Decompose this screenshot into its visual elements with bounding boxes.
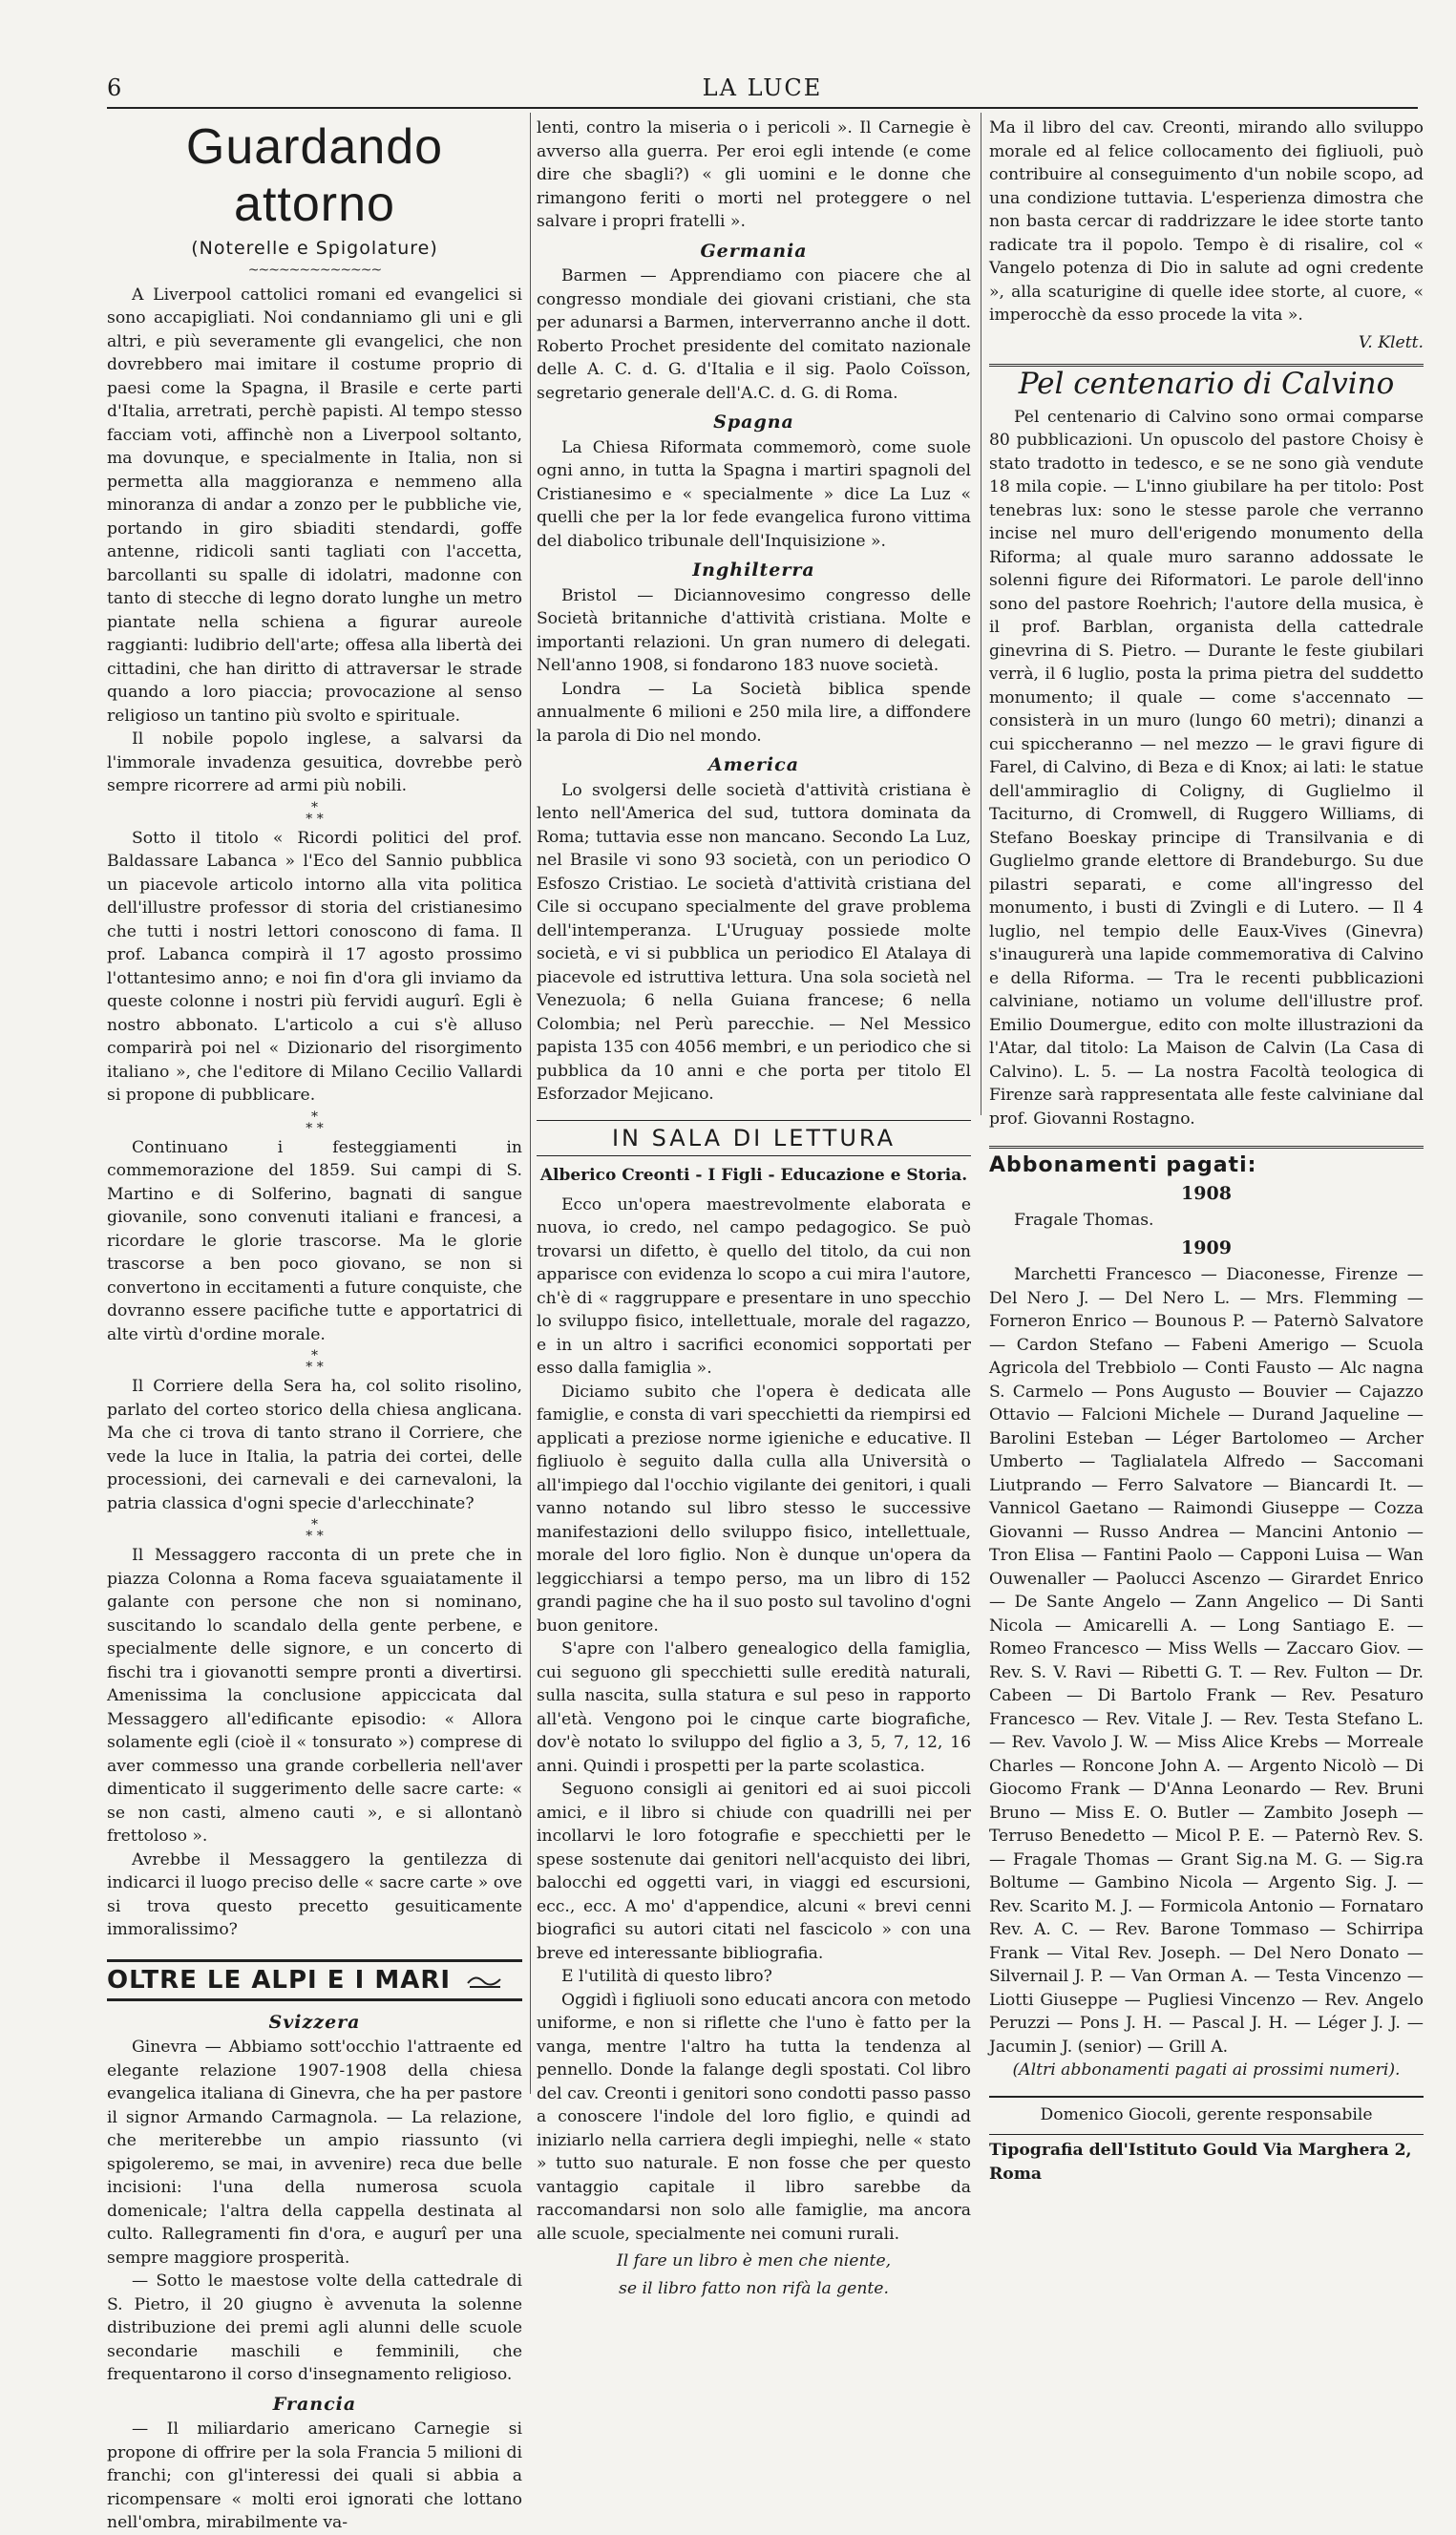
paragraph: Continuano i festeggiamenti in commemorazione del 1859. Sui campi di S. Martino e di Solferino, bagnati di sangue giovanile, sono convenuti italiani e francesi, a ricordare le glorie trascorse. Ma le glorie trascorse a ben poco giovano, se non si convertono in eccitamenti a future conquiste, che dovranno essere pacifiche tutte e apportatrici di alte virtù d'ordine morale. [107,1137,522,1344]
quote-line: se il libro fatto non rifà la gente. [619,2278,889,2298]
year-heading: 1908 [1181,1182,1232,1204]
paragraph: Ma il libro del cav. Creonti, mirando allo sviluppo morale ed al felice collocamento dei figliuoli, può contribuire al conseguimento d'un nobile scopo, ad una condizione tuttavia. L'esperienza dimostra che non basta cercar di raddrizzare le idee storte tanto radicate tra il popolo. Tempo è di risalire, col « Vangelo potenza di Dio in salute ad ogni credente », alla scaturigine di quelle idee storte, al cuore, « imperocchè da esso procede la vita ». [989,118,1424,325]
name-list: Fragale Thomas. [1014,1211,1154,1230]
asterism: * * * [306,1109,324,1136]
column-3 [989,116,1424,2186]
paragraph: Il nobile popolo inglese, a salvarsi da l'immorale invadenza gesuitica, dovrebbe però sempre ricorrere ad armi più nobili. [107,729,522,795]
paragraph: lenti, contro la miseria o i pericoli ». Il Carnegie è avverso alla guerra. Per eroi egli intende (e come dire che sbagli?) « gli uomini e le donne che rimangono feriti o morti nel proteggere o nel salvare i propri fratelli ». [537,118,971,231]
paragraph: — Sotto le maestose volte della cattedrale di S. Pietro, il 20 giugno è avvenuta la solenne distribuzione dei premi agli alunni delle scuole secondarie maschili e femminili, che frequentarono il corso d'insegnamento religioso. [107,2271,522,2384]
paragraph: Ginevra — Abbiamo sott'occhio l'attraente ed elegante relazione 1907-1908 della chiesa evangelica italiana di Ginevra, che ha per pastore il signor Armando Carmagnola. — La relazione, che meriterebbe un ampio riassunto (vi spigoleremo, se mai, in avvenire) reca due belle incisioni: l'una della numerosa scuola domenicale; l'altra della cappella destinata al culto. Rallegramenti fin d'ora, e augurî per una sempre maggiore prosperità. [107,2038,522,2268]
paragraph: — Il miliardario americano Carnegie si propone di offrire per la sola Francia 5 milioni di franchi; con gl'interessi dei quali si abbia a ricompensare « molti eroi ignorati che lottano nell'ombra, mirabilmente va- [107,2419,522,2532]
paragraph: Sotto il titolo « Ricordi politici del prof. Baldassare Labanca » l'Eco del Sannio pubblica un piacevole articolo intorno alla vita politica dell'illustre professor di storia del cristianesimo che tutti i nostri lettori conoscono di fama. Il prof. Labanca compirà il 17 agosto prossimo l'ottantesimo anno; e noi fin d'ora gli inviamo da queste colonne i nostri più fervidi augurî. Egli è nostro abbonato. L'articolo a cui s'è alluso comparirà poi nel « Dizionario del risorgimento italiano », che l'editore di Milano Cecilio Vallardi si propone di pubblicare. [107,828,522,1105]
header-rule [107,107,1418,109]
paragraph: Barmen — Apprendiamo con piacere che al congresso mondiale dei giovani cristiani, che sta per adunarsi a Barmen, interverranno anche il dott. Roberto Prochet presidente del comitato nazionale delle A. C. d. G. d'Italia e il sig. Paolo Coïsson, segretario generale dell'A.C. d. G. di Roma. [537,266,971,403]
paragraph: S'apre con l'albero genealogico della famiglia, cui seguono gli specchietti sulle eredità naturali, sulla nascita, sulla statura e sul peso in rapporto all'età. Vengono poi le cinque carte biografiche, dov'è notato lo sviluppo del figlio a 3, 5, 7, 12, 16 anni. Quindi i prospetti per la parte scolastica. [537,1639,971,1776]
ornament-squiggle: ~~~~~~~~~~~~~ [247,262,382,278]
note: (Altri abbonamenti pagati ai prossimi numeri). [1012,2060,1401,2080]
author-signature: V. Klett. [1358,332,1424,352]
article-title: Pel centenario di Calvino [989,364,1424,396]
paragraph: Diciamo subito che l'opera è dedicata alle famiglie, e consta di vari specchietti da riempirsi ed applicati a preziose norme igieniche e educative. Il figliuolo è seguito dalla culla alla Università o all'impiego dal l'occhio vigilante dei genitori, i quali vanno notando sul libro stesso le successive manifestazioni dello sviluppo fisico, intellettuale, morale del loro figlio. Non è dunque un'opera da leggicchiarsi a tempo perso, ma un libro di 152 grandi pagine che ha il suo posto sul tavolino d'ogni buon genitore. [537,1382,971,1636]
paragraph: Seguono consigli ai genitori ed ai suoi piccoli amici, e il libro si chiude con quadrilli nei per incollarvi le loro fotografie e specchietti per le spese sostenute dai genitori nell'acquisto dei libri, balocchi ed oggetti vari, in viaggi ed escursioni, ecc., ecc. A mo' d'appendice, alcuni « brevi cenni biografici su autori citati nel fascicolo » con una breve ed interessante bibliografia. [537,1780,971,1963]
country-heading: Germania [700,240,808,262]
asterism: * * * [306,1348,324,1375]
country-heading: Inghilterra [692,560,815,581]
section-title-text: OLTRE LE ALPI E I MARI [107,1965,452,1995]
page-number: 6 [107,74,122,101]
asterism: * * * [306,799,324,827]
paragraph: Pel centenario di Calvino sono ormai comparse 80 pubblicazioni. Un opuscolo del pastore Choisy è stato tradotto in tedesco, e se ne sono già vendute 18 mila copie. — L'inno giubilare ha per titolo: Post tenebras lux: sono le stesse parole che verranno incise nel muro dell'erigendo monumento della Riforma; al quale muro saranno addossate le solenni figure dei Riformatori. Le parole dell'inno sono del pastore Roehrich; l'autore della musica, è il prof. Barblan, organista della cattedrale ginevrina di S. Pietro. — Durante le feste giubilari verrà, il 6 luglio, posta la prima pietra del suddetto monumento; il quale — come s'accennato — consisterà in un muro (lungo 60 metri); dinanzi a cui spiccheranno — nel mezzo — le gravi figure di Farel, di Calvino, di Beza e di Knox; ai lati: le statue dell'ammiraglio di Coligny, di Guglielmo il Taciturno, di Cromwell, di Ruggero Williams, di Stefano Boeskay principe di Transilvania e di Guglielmo grande elettore di Brandeburgo. Su due pilastri separati, e come all'ingresso del monumento, i busti di Zvingli e di Lutero. — Il 4 luglio, nel tempio delle Eaux-Vives (Ginevra) s'inaugurerà una lapide commemorativa di Calvino e della Riforma. — Tra le recenti pubblicazioni calviniane, notiamo un volume dell'illustre prof. Emilio Doumergue, edito con molte illustrazioni da l'Atar, dal titolo: La Maison de Calvin (La Casa di Calvino). L. 5. — La nostra Facoltà teologica di Firenze sarà rappresentata alle feste calviniane dal prof. Giovanni Rostagno. [989,407,1424,1129]
name-list: Marchetti Francesco — Diaconesse, Firenze — Del Nero J. — Del Nero L. — Mrs. Flemming — Forneron Enrico — Bounous P. — Paternò Salvatore — Cardon Stefano — Fabeni Amerigo — Scuola Agricola del Trebbiolo — Conti Fausto — Alc nagna S. Carmelo — Pons Augusto — Bouvier — Cajazzo Ottavio — Falcioni Michele — Durand Jaqueline — Barolini Esteban — Léger Bartolomeo — Archer Umberto — Taglialatela Alfredo — Saccomani Liutprando — Ferro Salvatore — Biancardi It. — Vannicol Gaetano — Raimondi Giuseppe — Cozza Giovanni — Russo Andrea — Mancini Antonio — Tron Elisa — Fantini Paolo — Capponi Luisa — Wan Ouwenaller — Paolucci Ascenzo — Girardet Enrico — De Sante Angelo — Zann Angelico — Di Santi Nicola — Amicarelli A. — Long Santiago E. — Romeo Francesco — Miss Wells — Zaccaro Giov. — Rev. S. V. Ravi — Ribetti G. T. — Rev. Fulton — Dr. Cabeen — Di Bartolo Frank — Rev. Pesaturo Francesco — Rev. Vitale J. — Rev. Testa Stefano L. — Rev. Vavolo J. W. — Miss Alice Krebs — Morreale Charles — Roncone John A. — Argento Nicolò — Di Giocomo Frank — D'Anna Leonardo — Rev. Bruni Bruno — Miss E. O. Butler — Zambito Joseph — Terruso Benedetto — Micol P. E. — Paternò Rev. S. — Fragale Thomas — Grant Sig.na M. G. — Sig.ra Boltume — Gambino Nicola — Argento Sig. J. — Rev. Scarito M. J. — Formicola Antonio — Fornataro Rev. A. C. — Rev. Barone Tommaso — Schirripa Frank — Vital Rev. Joseph. — Del Nero Donato — Silvernail J. P. — Van Orman A. — Testa Vincenzo — Liotti Giuseppe — Pugliesi Vincenzo — Rev. Angelo Peruzzi — Pons J. H. — Pascal J. H. — Léger J. J. — Jacumin J. (senior) — Grill A. [989,1265,1424,2057]
paragraph: Bristol — Diciannovesimo congresso delle Società britanniche d'attività cristiana. Molte e importanti relazioni. Un gran numero di delegati. Nell'anno 1908, si fondarono 183 nuove società. [537,585,971,675]
section-title: IN SALA DI LETTURA [537,1120,971,1157]
paragraph: Oggidì i figliuoli sono educati ancora con metodo uniforme, e non si riflette che l'uno è fatto per la vanga, mentre l'altro ha tutta la tendenza al pennello. Donde la falange degli spostati. Col libro del cav. Creonti i genitori sono condotti passo passo a conoscere l'indole del loro figlio, e quindi ad iniziarlo nella carriera degli impieghi, nelle « stato » tutto suo naturale. E non fosse che per questo vantaggio capitale il libro sarebbe da raccomandarsi non solo alle famiglie, ma ancora alle scuole, specialmente nei comuni rurali. [537,1990,971,2244]
newspaper-title: LA LUCE [702,74,823,101]
column-1 [107,116,522,2535]
country-heading: Francia [272,2393,357,2415]
printer-line: Tipografia dell'Istituto Gould Via Marghera 2, Roma [989,2134,1424,2186]
paragraph: E l'utilità di questo libro? [561,1967,772,1986]
section-title: Abbonamenti pagati: [989,1146,1424,1178]
flourish-icon [466,1972,504,1989]
section-title [107,1959,522,2001]
paragraph: Londra — La Società biblica spende annualmente 6 milioni e 250 mila lire, a diffondere la parola di Dio nel mondo. [537,679,971,746]
book-heading: Alberico Creonti - I Figli - Educazione e Storia. [539,1166,968,1185]
footer-box [989,2096,1424,2186]
paragraph: Lo svolgersi delle società d'attività cristiana è lento nell'America del sud, tuttora dominata da Roma; tuttavia esse non mancano. Secondo La Luz, nel Brasile vi sono 93 società, con un periodico O Esfoszo Cristiao. Le società d'attività cristiana del Cile si occupano specialmente del grave problema dell'intemperanza. L'Uruguay possiede molte società, e vi si pubblica un periodico El Atalaya di piacevole ed istruttiva lettura. Una sola società nel Venezuola; 6 nella Guiana francese; 6 nella Colombia; nel Perù parecchie. — Nel Messico papista 135 con 4056 membri, e un periodico che si pubblica da 10 anni e che porta per titolo El Esforzador Mejicano. [537,780,971,1104]
paragraph: Avrebbe il Messaggero la gentilezza di indicarci il luogo preciso delle « sacre carte » ove si trova questo precetto gesuiticamente immoralissimo? [107,1849,522,1939]
article-title: Guardando attorno [185,119,444,232]
paragraph: A Liverpool cattolici romani ed evangelici si sono accapigliati. Noi condanniamo gli uni e gli altri, e più severamente gli evangelici, che non dovrebbero mai imitare il costume proprio di paesi come la Spagna, il Brasile e certe parti d'Italia, arretrati, perchè papisti. Al tempo stesso facciam voti, affinchè non a Liverpool soltanto, ma dovunque, e specialmente in Italia, non si permetta alla maggioranza e nemmeno alla minoranza di andar a zonzo per le pubbliche vie, portando in giro sbiaditi stendardi, goffe antenne, ridicoli santi tagliati con l'accetta, barcollanti su spalle di idolatri, madonne con tanto di stecche di legno dorato lunghe un metro piantate nella schiena a figurar aureole raggianti: ludibrio dell'arte; offesa alla libertà dei cittadini, che han diritto di attraversar le strade quando a loro piaccia; provocazione al senso religioso un tantino più svolto e spirituale. [107,285,522,726]
column-2 [537,116,971,2300]
paragraph: Il Messaggero racconta di un prete che in piazza Colonna a Roma faceva sguaiatamente il galante con persone che non si nominano, suscitando lo scandalo della gente perbene, e specialmente delle signore, e un concerto di fischi tra i giovanotti sempre pronti a divertirsi. Amenissima la conclusione appiccicata dal Messaggero all'edificante episodio: « Allora solamente egli (cioè il « tonsurato ») comprese di aver commesso una grande corbelleria nell'aver dimenticato il suggerimento delle sacre carte: « se non casti, almeno cauti », e si allontanò frettoloso ». [107,1546,522,1846]
paragraph: Ecco un'opera maestrevolmente elaborata e nuova, io credo, nel campo pedagogico. Se può trovarsi un difetto, è quello del titolo, da cui non apparisce con evidenza lo scopo a cui mira l'autore, ch'è di « raggruppare e presentare in uno specchio lo sviluppo fisico, intellettuale, morale del ragazzo, e in un altro i sacrifici economici sopportati per esso dalla famiglia ». [537,1194,971,1378]
country-heading: America [707,754,800,775]
quote-line: Il fare un libro è men che niente, [616,2251,892,2271]
country-heading: Svizzera [268,2011,361,2033]
year-heading: 1909 [1181,1236,1232,1258]
country-heading: Spagna [713,412,794,433]
article-subtitle: (Noterelle e Spigolature) [191,238,438,259]
running-header [107,74,1418,103]
column-divider-1 [530,113,531,2094]
publisher-line: Domenico Giocoli, gerente responsabile [1040,2104,1373,2124]
paragraph: Il Corriere della Sera ha, col solito risolino, parlato del corteo storico della chiesa anglicana. Ma che ci trova di tanto strano il Corriere, che vede la luce in Italia, la patria dei cortei, delle processioni, dei carnevali e dei carnevaloni, la patria classica d'ogni specie d'arlecchinate? [107,1377,522,1513]
paragraph: La Chiesa Riformata commemorò, come suole ogni anno, in tutta la Spagna i martiri spagnoli del Cristianesimo e « specialmente » dice La Luz « quelli che per la lor fede evangelica furono vittima del diabolico tribunale dell'Inquisizione ». [537,437,971,551]
asterism: * * * [306,1517,324,1544]
